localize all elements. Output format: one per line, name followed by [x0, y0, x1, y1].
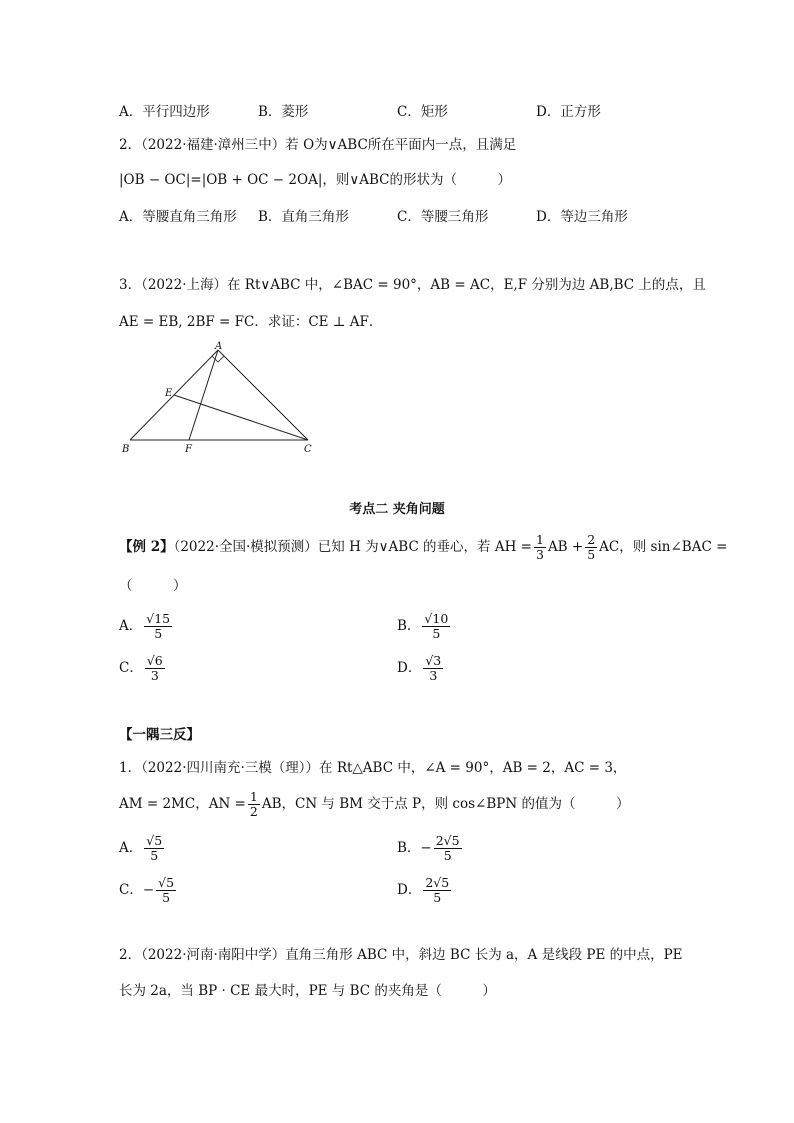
example2-option-b: B． $\frac{√10}{5}$	[397, 611, 449, 641]
q2-option-d: D．等边三角形	[536, 209, 628, 225]
p1-option-b: B．− $\frac{2√5}{5}$	[397, 833, 460, 863]
p1-option-d: D． $\frac{2√5}{5}$	[397, 875, 450, 905]
edge-ac	[218, 350, 308, 440]
example2-frac2: $\frac{2}{5}$	[587, 532, 596, 562]
p1-stem-line2: AM = 2MC，AN = $\frac{1}{2}$ AB，CN 与 BM 交于点 P，则 cos∠BPN 的值为（ ）	[119, 789, 630, 819]
q3-stem-line1: 3．（2022·上海）在 Rt∨ABC 中，∠BAC = 90°，AB = AC，E,F 分别为边 AB,BC 上的点，且	[119, 277, 706, 293]
right-angle-mark	[212, 356, 224, 362]
example2-option-d: D． $\frac{√3}{3}$	[397, 653, 442, 683]
p2-stem-line2: 长为 2a，当 BP · CE 最大时，PE 与 BC 的夹角是（ ）	[119, 983, 496, 999]
q3-stem-line2: AE = EB, 2BF = FC．求证：CE ⊥ AF．	[119, 314, 383, 330]
segment-af	[189, 350, 218, 440]
q3-triangle-figure	[116, 340, 326, 460]
p1-option-c: C．− $\frac{√5}{5}$	[119, 875, 175, 905]
q1-option-a: A．平行四边形	[119, 104, 210, 120]
p1-stem-line1: 1．（2022·四川南充·三模（理））在 Rt△ABC 中，∠A = 90°，AB = 2，AC = 3，	[119, 760, 627, 776]
p2-stem-line1: 2．（2022·河南·南阳中学）直角三角形 ABC 中，斜边 BC 长为 a，A 是线段 PE 的中点，PE	[119, 947, 683, 963]
q1-option-b: B．菱形	[258, 104, 309, 120]
q1-option-d: D．正方形	[536, 104, 601, 120]
segment-ce	[174, 395, 308, 440]
q2-stem-line1: 2．（2022·福建·漳州三中）若 O为∨ABC所在平面内一点，且满足	[119, 137, 517, 153]
label-c: C	[304, 444, 312, 455]
yiyu-title: 【一隅三反】	[119, 727, 200, 743]
label-a: A	[215, 341, 223, 352]
label-f: F	[185, 444, 192, 455]
example2-option-a: A． $\frac{√15}{5}$	[119, 611, 171, 641]
section-title: 考点二 夹角问题	[349, 502, 445, 517]
q1-option-c: C．矩形	[397, 104, 448, 120]
q2-option-b: B．直角三角形	[258, 209, 349, 225]
example2-frac1: $\frac{1}{3}$	[535, 532, 544, 562]
q2-stem-line2: |OB − OC|=|OB + OC − 2OA|，则∨ABC的形状为（ ）	[119, 172, 511, 188]
example2-head: 【例 2】	[119, 538, 174, 555]
label-b: B	[122, 444, 130, 455]
example2-paren: （ ）	[119, 578, 187, 594]
p1-frac: $\frac{1}{2}$	[249, 789, 258, 819]
q2-option-a: A．等腰直角三角形	[119, 209, 237, 225]
example2-stem: 【例 2】（2022·全国·模拟预测）已知 H 为∨ABC 的垂心，若 AH = $\frac{1}{3}$ AB + $\frac{2}{5}$ AC，则 sin∠BAC =	[119, 532, 728, 562]
q2-option-c: C．等腰三角形	[397, 209, 489, 225]
example2-option-c: C． $\frac{√6}{3}$	[119, 653, 163, 683]
label-e: E	[165, 388, 173, 399]
p1-option-a: A． $\frac{√5}{5}$	[119, 833, 163, 863]
